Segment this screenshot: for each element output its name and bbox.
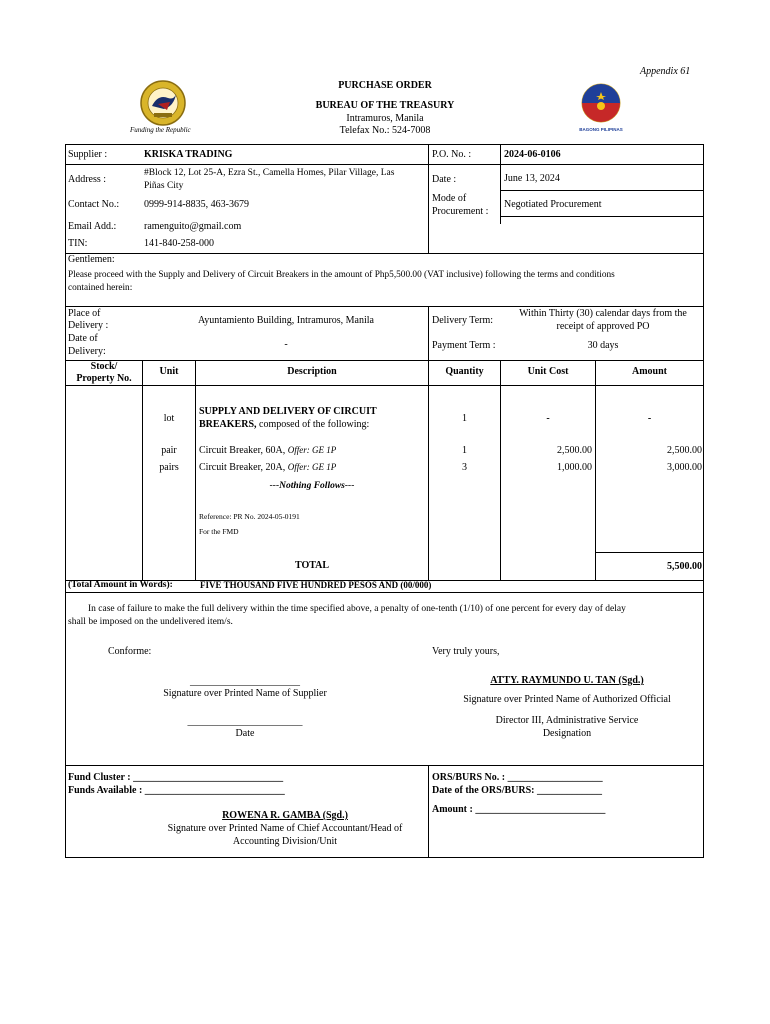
penalty-line2: shall be imposed on the undelivered item/s.	[68, 617, 233, 627]
appendix-label: Appendix 61	[640, 66, 691, 77]
date-signature-line: _______________________	[187, 716, 303, 727]
delivery-date-label-line2: Delivery:	[68, 346, 106, 357]
place-label-line1: Place of	[68, 308, 101, 319]
intro-line1: Please proceed with the Supply and Delivery of Circuit Breakers in the amount of Php5,500.00 (VAT inclusive) following the terms and conditions	[68, 270, 615, 280]
table-row-3-amount: 3,000.00	[667, 462, 702, 473]
col-header-stock-line1: Stock/	[90, 361, 118, 372]
payment-term-label: Payment Term :	[432, 340, 496, 351]
supplier-label: Supplier :	[68, 149, 108, 160]
col-header-stock-line2: Property No.	[76, 373, 132, 384]
address-value-line1: #Block 12, Lot 25-A, Ezra St., Camella Homes, Pilar Village, Las	[144, 168, 395, 178]
col-header-description: Description	[287, 366, 337, 377]
delivery-date-label-line1: Date of	[68, 333, 98, 344]
tin-label: TIN:	[68, 238, 88, 249]
designation-caption: Designation	[542, 728, 592, 739]
place-value: Ayuntamiento Building, Intramuros, Manila	[197, 315, 374, 326]
place-label-line2: Delivery :	[68, 320, 109, 331]
col-header-unit-cost: Unit Cost	[527, 366, 569, 377]
bureau-seal-logo	[134, 80, 192, 128]
address-label: Address :	[68, 174, 107, 185]
col-header-amount: Amount	[631, 366, 667, 377]
delivery-date-value: -	[284, 339, 288, 350]
contact-value: 0999-914-8835, 463-3679	[144, 199, 249, 210]
table-row-2-amount: 2,500.00	[667, 445, 702, 456]
designation-value: Director III, Administrative Service	[495, 715, 639, 726]
table-row-2-quantity: 1	[462, 445, 467, 456]
fund-cluster-field: Fund Cluster : ______________________________	[68, 772, 284, 783]
table-row-3-unit-cost: 1,000.00	[557, 462, 592, 473]
chief-accountant-name: ROWENA R. GAMBA (Sgd.)	[222, 810, 348, 821]
table-row-2-desc-text: Circuit Breaker, 60A,	[199, 445, 288, 456]
address-value-line2: Piñas City	[144, 181, 184, 191]
email-label: Email Add.:	[68, 221, 117, 232]
table-row-1-desc-bold: BREAKERS,	[199, 419, 257, 430]
mode-label-line2: Procurement :	[432, 206, 489, 217]
intro-line2: contained herein:	[68, 283, 133, 293]
ors-burs-date-field: Date of the ORS/BURS: _____________	[432, 785, 602, 796]
penalty-line1: In case of failure to make the full delivery within the time specified above, a penalty of one-tenth (1/10) of one percent for every day of delay	[88, 604, 626, 614]
reference-note: Reference: PR No. 2024-05-0191	[199, 512, 300, 521]
mode-label-line1: Mode of	[432, 193, 467, 204]
total-value: 5,500.00	[667, 561, 702, 572]
delivery-term-value-line2: receipt of approved PO	[556, 321, 650, 332]
document-title: PURCHASE ORDER	[338, 80, 432, 91]
bagong-pilipinas-logo	[572, 82, 630, 132]
agency-address: Intramuros, Manila	[346, 113, 424, 124]
table-row-3-desc	[199, 462, 336, 473]
po-date-value: June 13, 2024	[504, 173, 560, 184]
chief-accountant-caption-line1: Signature over Printed Name of Chief Accountant/Head of	[167, 823, 403, 834]
ors-amount-field: Amount : __________________________	[432, 804, 606, 815]
funds-available-field: Funds Available : ____________________________	[68, 785, 285, 796]
for-note: For the FMD	[199, 527, 239, 536]
table-row-2-unit-cost: 2,500.00	[557, 445, 592, 456]
authorized-official-name: ATTY. RAYMUNDO U. TAN (Sgd.)	[490, 675, 644, 686]
contact-label: Contact No.:	[68, 199, 120, 210]
table-row-1-desc-tail: composed of the following:	[256, 419, 370, 430]
table-row-1-amount: -	[647, 413, 652, 424]
po-date-label: Date :	[432, 174, 457, 185]
supplier-value: KRISKA TRADING	[144, 149, 233, 160]
table-row-1-unit-cost: -	[546, 413, 550, 424]
table-row-3-quantity: 3	[462, 462, 467, 473]
supplier-signature-caption: Signature over Printed Name of Supplier	[163, 688, 327, 699]
nothing-follows: ---Nothing Follows---	[269, 481, 355, 491]
total-label: TOTAL	[294, 560, 330, 571]
date-signature-caption: Date	[235, 728, 255, 739]
very-truly-yours: Very truly yours,	[432, 646, 500, 657]
agency-telefax: Telefax No.: 524-7008	[339, 125, 431, 136]
chief-accountant-caption-line2: Accounting Division/Unit	[232, 836, 338, 847]
bagong-pilipinas-text: BAGONG PILIPINAS	[579, 127, 623, 132]
supplier-signature-line: ______________________	[190, 676, 300, 687]
table-row-1-desc-line1: SUPPLY AND DELIVERY OF CIRCUIT	[199, 406, 377, 417]
total-words-value: FIVE THOUSAND FIVE HUNDRED PESOS AND (00/000)	[200, 580, 432, 590]
agency-name: BUREAU OF THE TREASURY	[315, 100, 455, 111]
ors-burs-no-field: ORS/BURS No. : ___________________	[432, 772, 603, 783]
po-no-label: P.O. No. :	[432, 149, 472, 160]
table-row-1-desc-line2	[199, 419, 369, 430]
table-row-1-unit: lot	[163, 413, 175, 424]
table-row-3-offer: Offer: GE 1P	[287, 462, 337, 472]
col-header-quantity: Quantity	[445, 366, 484, 377]
table-row-3-desc-text: Circuit Breaker, 20A,	[199, 462, 288, 473]
table-row-1-quantity: 1	[462, 413, 467, 424]
table-row-2-desc	[199, 445, 336, 456]
authorized-official-caption: Signature over Printed Name of Authorized Official	[463, 694, 671, 705]
seal-motto: Funding the Republic	[130, 126, 191, 134]
col-header-unit: Unit	[159, 366, 179, 377]
email-value: ramenguito@gmail.com	[144, 221, 242, 232]
total-words-label: (Total Amount in Words):	[68, 580, 173, 590]
tin-value: 141-840-258-000	[144, 238, 214, 249]
table-row-3-unit: pairs	[159, 462, 179, 473]
payment-term-value: 30 days	[587, 340, 619, 351]
table-row-2-offer: Offer: GE 1P	[287, 445, 337, 455]
delivery-term-value-line1: Within Thirty (30) calendar days from the	[519, 308, 687, 319]
table-row-2-unit: pair	[161, 445, 177, 456]
mode-value: Negotiated Procurement	[504, 199, 602, 210]
salutation: Gentlemen:	[68, 254, 115, 265]
po-no-value: 2024-06-0106	[504, 149, 561, 160]
delivery-term-label: Delivery Term:	[432, 315, 494, 326]
conforme-label: Conforme:	[108, 646, 152, 657]
